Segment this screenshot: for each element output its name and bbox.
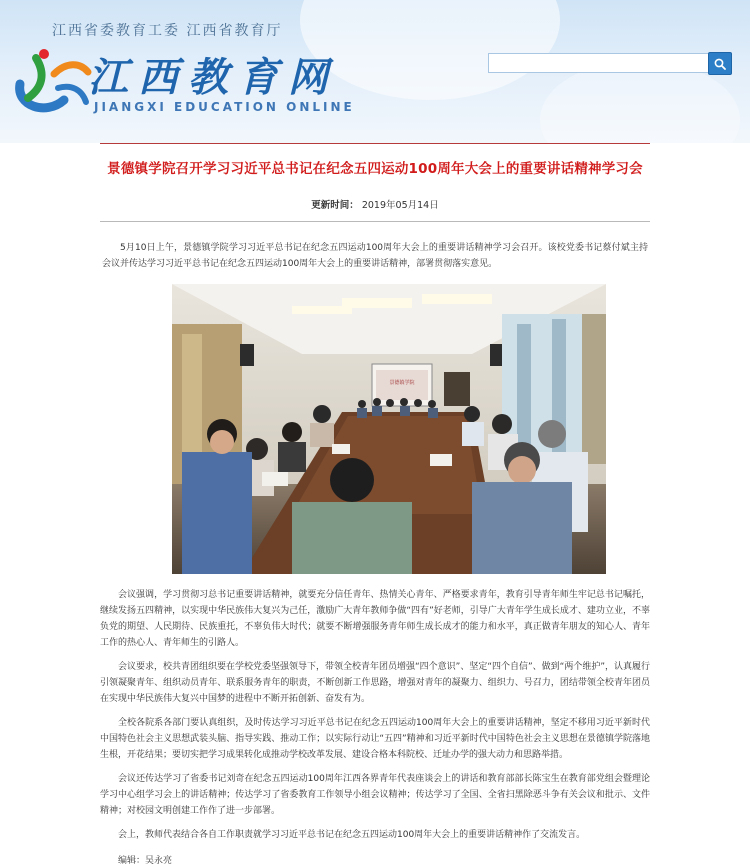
top-divider — [100, 143, 650, 144]
site-header — [0, 0, 750, 143]
meta-divider — [100, 221, 650, 222]
meeting-photo — [172, 284, 606, 574]
header-tagline: 江西省委教育工委 江西省教育厅 — [52, 23, 283, 39]
site-title-en: JIANGXI EDUCATION ONLINE — [94, 100, 355, 114]
search-button[interactable] — [708, 52, 732, 75]
search-icon — [714, 58, 726, 70]
article-paragraph: 会上，教师代表结合各自工作职责就学习习近平总书记在纪念五四运动100周年大会上的重要讲话精神作了交流发言。 — [118, 830, 586, 840]
updated-value: 2019年05月14日 — [361, 200, 439, 211]
article-editor: 编辑：吴永亮 — [118, 856, 173, 866]
screen-text: 景德镇学院 — [389, 380, 415, 386]
article-paragraph: 5月10日上午，景德镇学院学习习近平总书记在纪念五四运动100周年大会上的重要讲话精神学习会召开。该校党委书记蔡付斌主持会议并传达学习习近平总书记在纪念五四运动100周年大会上的重要讲话精神，部署贯彻落实意见。 — [102, 243, 648, 269]
header-highlight — [300, 0, 560, 100]
meeting-room-image — [172, 284, 606, 574]
article-title: 景德镇学院召开学习习近平总书记在纪念五四运动100周年大会上的重要讲话精神学习会 — [107, 161, 643, 177]
search-input[interactable] — [488, 53, 710, 73]
article-meta — [100, 197, 650, 211]
article-paragraph: 会议还传达学习了省委书记刘奇在纪念五四运动100周年江西各界青年代表座谈会上的讲话和教育部部长陈宝生在教育部党组会暨理论学习中心组学习会上的讲话精神；传达学习了省委教育工作领导小组会议精神；传达学习了全国、全省扫黑除恶斗争有关会议和批示、文件精神；对校园文明创建工作作了进一步部署。 — [100, 774, 650, 816]
article-paragraph: 会议要求，校共青团组织要在学校党委坚强领导下，带领全校青年团员增强“四个意识”、坚定“四个自信”、做到“两个维护”，认真履行引领凝聚青年、组织动员青年、联系服务青年的职责，不断创新工作思路，增强对青年的凝聚力、组织力、号召力，团结带领全校青年团员在实现中华民族伟大复兴中国梦的进程中不断开拓创新、奋发有为。 — [100, 662, 650, 704]
article-paragraph: 会议强调，学习贯彻习总书记重要讲话精神，就要充分信任青年、热情关心青年、严格要求青年，教育引导青年师生牢记总书记嘱托，继续发扬五四精神，以实现中华民族伟大复兴为己任，激励广大青年教师争做“四有”好老师，引导广大青年学生成长成才、建功立业，不辜负党的期望、人民期待、民族重托，不辜负伟大时代；就要不断增强服务青年师生成长成才的能力和水平，真正做青年朋友的知心人、青年工作的热心人、青年师生的引路人。 — [100, 590, 650, 648]
updated-label: 更新时间： — [311, 200, 359, 211]
jx-logo-icon — [6, 44, 96, 118]
site-title[interactable]: 江西教育网 — [88, 54, 338, 101]
article-paragraph: 全校各院系各部门要认真组织，及时传达学习习近平总书记在纪念五四运动100周年大会上的重要讲话精神，坚定不移用习近平新时代中国特色社会主义思想武装头脑、指导实践、推动工作；以实际行动让“五四”精神和习近平新时代中国特色社会主义思想在景德镇学院落地生根，开花结果；要切实把学习成果转化成推动学校改革发展、建设合格本科院校、迁址办学的强大动力和思路举措。 — [100, 718, 650, 760]
article-container — [100, 143, 650, 866]
